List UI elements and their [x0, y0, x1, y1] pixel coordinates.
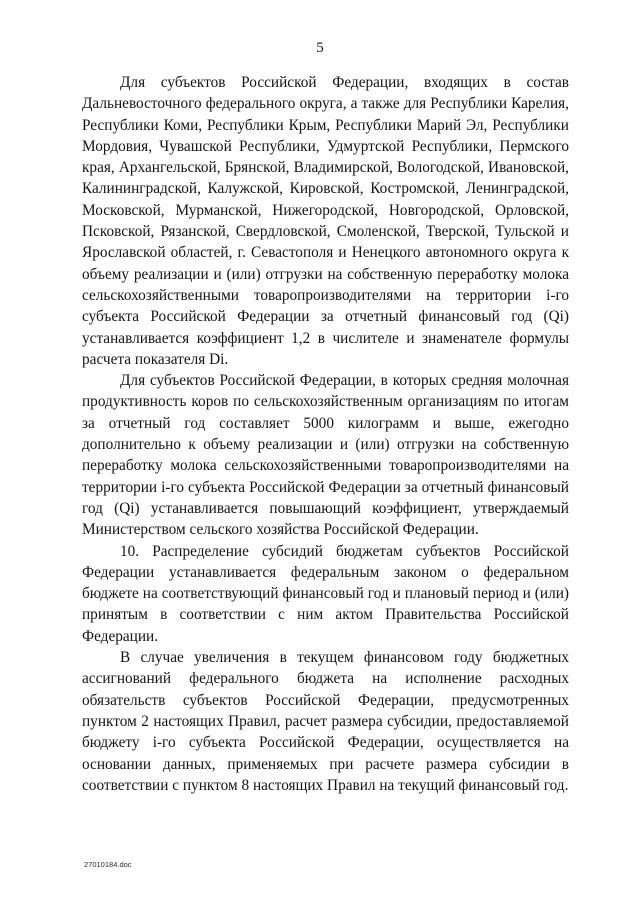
page-number: 5: [316, 40, 324, 56]
paragraph-budget-increase: В случае увеличения в текущем финансовом году бюджетных ассигнований федерального бюджета на исполнение расходных обязательств субъектов Российской Федерации, предусмотренных пунктом 2 настоящих Правил, расчет размера субсидии, предоставляемой бюджету i-го субъекта Российской Федерации, осуществляется на основании данных, применяемых при расчете размера субсидии в соответствии с пунктом 8 настоящих Правил на текущий финансовый год.: [82, 649, 569, 794]
document-file-code: 27010184.doc: [84, 860, 132, 869]
document-body: [82, 72, 569, 796]
paragraph-coefficient-regions: Для субъектов Российской Федерации, входящих в состав Дальневосточного федерального округа, а также для Республики Карелия, Республики Коми, Республики Крым, Республики Марий Эл, Республики Мордовия, Чувашской Республики, Удмуртской Республики, Пермского края, Архангельской, Брянской, Владимирской, Вологодской, Ивановской, Калининградской, Калужской, Кировской, Костромской, Ленинградской, Московской, Мурманской, Нижегородской, Новгородской, Орловской, Псковской, Рязанской, Свердловской, Смоленской, Тверской, Тульской и Ярославской областей, г. Севастополя и Ненецкого автономного округа к объему реализации и (или) отгрузки на собственную переработку молока сельскохозяйственными товаропроизводителями на территории i-го субъекта Российской Федерации за отчетный финансовый год (Qi) устанавливается коэффициент 1,2 в числителе и знаменателе формулы расчета показателя Di.: [82, 74, 569, 368]
paragraph-subsidy-distribution: 10. Распределение субсидий бюджетам субъектов Российской Федерации устанавливается федеральным законом о федеральном бюджете на соответствующий финансовый год и плановый период и (или) принятым в соответствии с ним актом Правительства Российской Федерации.: [82, 542, 569, 645]
paragraph-milk-productivity: Для субъектов Российской Федерации, в которых средняя молочная продуктивность коров по сельскохозяйственным организациям по итогам за отчетный год составляет 5000 килограмм и выше, ежегодно дополнительно к объему реализации и (или) отгрузки на собственную переработку молока сельскохозяйственными товаропроизводителями на территории i-го субъекта Российской Федерации за отчетный финансовый год (Qi) устанавливается повышающий коэффициент, утверждаемый Министерством сельского хозяйства Российской Федерации.: [82, 372, 569, 539]
